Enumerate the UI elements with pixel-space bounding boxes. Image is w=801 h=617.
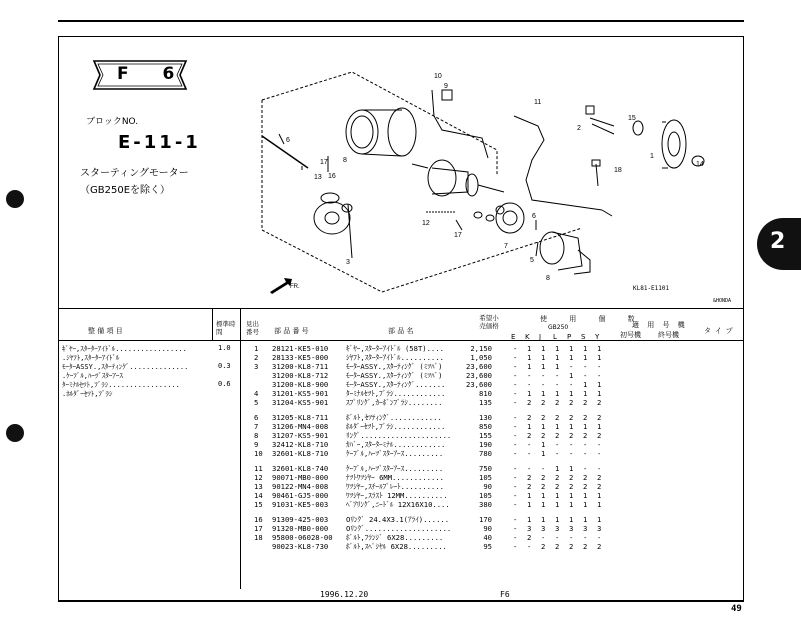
row-part-number: 91031-KE5-003 — [272, 500, 329, 509]
row-price: 135 — [479, 398, 492, 407]
std-row-item: .ｹｰﾌﾞﾙ,ﾊｰﾂﾞｽﾀｰｱｰｽ — [62, 372, 123, 380]
row-qty: 1 — [541, 422, 546, 431]
bottom-rule — [58, 600, 744, 602]
row-part-number: 31206-MN4-008 — [272, 422, 329, 431]
row-part-number: 31204-KS5-901 — [272, 398, 329, 407]
row-part-name: ﾀｰﾐﾅﾙｾﾂﾄ,ﾌﾞﾗｼ............ — [346, 389, 446, 398]
row-price: 810 — [479, 389, 492, 398]
row-qty: - — [513, 491, 518, 500]
row-qty: - — [527, 380, 532, 389]
row-qty: - — [513, 515, 518, 524]
std-row-item: ｷﾞﾔｰ,ｽﾀｰﾀｰｱｲﾄﾞﾙ................. — [62, 345, 187, 353]
callout-12: 12 — [422, 220, 430, 227]
front-arrow-icon — [270, 278, 300, 294]
row-qty: - — [513, 533, 518, 542]
row-price: 190 — [479, 440, 492, 449]
row-qty: 2 — [583, 473, 588, 482]
row-qty: 1 — [555, 422, 560, 431]
row-qty: - — [541, 371, 546, 380]
row-qty: - — [555, 380, 560, 389]
row-price: 750 — [479, 464, 492, 473]
row-price: 1,050 — [470, 353, 492, 362]
page-number: 49 — [731, 604, 742, 614]
row-qty: - — [527, 464, 532, 473]
row-qty: - — [527, 542, 532, 551]
row-qty: 1 — [569, 500, 574, 509]
callout-17: 17 — [454, 232, 462, 239]
row-qty: 1 — [583, 344, 588, 353]
row-qty: 1 — [527, 422, 532, 431]
row-part-name: ﾎﾞﾙﾄ,ｾﾂﾃｨﾝｸﾞ............ — [346, 413, 442, 422]
row-qty: 1 — [555, 491, 560, 500]
row-part-number: 32601-KL8-740 — [272, 464, 329, 473]
row-qty: 3 — [569, 524, 574, 533]
callout-14: 14 — [696, 161, 704, 168]
variant-label: Y — [595, 333, 600, 341]
row-qty: - — [555, 371, 560, 380]
parts-header-ref: 見出番号 — [246, 320, 259, 336]
row-qty: 2 — [597, 398, 602, 407]
callout-6: 6 — [532, 213, 536, 220]
callout-8: 8 — [343, 157, 347, 164]
row-qty: 2 — [569, 473, 574, 482]
row-qty: - — [597, 449, 602, 458]
row-qty: - — [513, 398, 518, 407]
row-part-name: ﾓｰﾀｰASSY.,ｽﾀｰﾃｨﾝｸﾞ....... — [346, 380, 446, 389]
row-qty: 1 — [527, 344, 532, 353]
row-qty: 1 — [583, 515, 588, 524]
row-price: 2,150 — [470, 344, 492, 353]
row-qty: - — [583, 362, 588, 371]
row-part-name: ｼﾔﾌﾄ,ｽﾀｰﾀｰｱｲﾄﾞﾙ.......... — [346, 353, 444, 362]
row-qty: 2 — [569, 431, 574, 440]
row-price: 780 — [479, 449, 492, 458]
row-qty: 2 — [527, 482, 532, 491]
row-qty: 1 — [555, 389, 560, 398]
row-qty: 2 — [597, 473, 602, 482]
row-qty: - — [513, 371, 518, 380]
row-part-number: 28133-KE5-000 — [272, 353, 329, 362]
row-qty: - — [583, 449, 588, 458]
row-qty: - — [527, 449, 532, 458]
parts-header-price: 希望小売価格 — [479, 314, 499, 330]
row-qty: - — [583, 440, 588, 449]
row-qty: 2 — [583, 413, 588, 422]
row-qty: 2 — [555, 542, 560, 551]
callout-15: 15 — [628, 115, 636, 122]
std-header-time: 標準時間 — [216, 320, 236, 336]
row-part-name: ﾓｰﾀｰASSY.,ｽﾀｰﾃｨﾝｸﾞ (ﾐﾂﾊﾞ) — [346, 362, 443, 371]
row-qty: - — [597, 440, 602, 449]
row-qty: - — [513, 524, 518, 533]
callout-18: 18 — [614, 167, 622, 174]
row-qty: 2 — [527, 473, 532, 482]
row-part-number: 91309-425-003 — [272, 515, 329, 524]
row-part-number: 31200-KL8-711 — [272, 362, 329, 371]
row-qty: 2 — [569, 482, 574, 491]
row-qty: 1 — [569, 353, 574, 362]
row-qty: - — [527, 440, 532, 449]
row-qty: 2 — [555, 431, 560, 440]
parts-header-partno: 部 品 番 号 — [274, 327, 309, 335]
row-qty: 2 — [541, 473, 546, 482]
row-qty: 3 — [583, 524, 588, 533]
col-divider — [240, 309, 241, 589]
callout-11: 11 — [534, 99, 542, 106]
row-qty: - — [513, 500, 518, 509]
row-part-name: ﾎﾞﾙﾄ,ﾌﾗﾝｼﾞ 6X28......... — [346, 533, 444, 542]
issue-date: 1996.12.20 — [320, 590, 369, 599]
row-part-number: 31200-KL8-712 — [272, 371, 329, 380]
row-qty: 1 — [541, 449, 546, 458]
row-part-name: ﾅﾂﾄﾜﾂｼﾔｰ 6MM............ — [346, 473, 444, 482]
row-qty: 1 — [527, 500, 532, 509]
row-qty: - — [597, 362, 602, 371]
row-qty: - — [541, 464, 546, 473]
variant-label: J — [539, 333, 542, 341]
row-qty: - — [569, 533, 574, 542]
variant-label: P — [567, 333, 572, 341]
row-qty: 1 — [541, 515, 546, 524]
page-subtitle: （GB250Eを除く） — [80, 185, 171, 196]
row-qty: - — [555, 533, 560, 542]
callout-8: 8 — [546, 275, 550, 282]
row-ref: 5 — [254, 398, 259, 407]
section-divider — [58, 308, 744, 309]
parts-header-app-to: 終号機 — [658, 331, 679, 339]
row-qty: 3 — [597, 524, 602, 533]
row-qty: 1 — [527, 389, 532, 398]
row-qty: 1 — [555, 362, 560, 371]
row-qty: 1 — [583, 353, 588, 362]
row-ref: 6 — [254, 413, 259, 422]
variant-label: L — [553, 333, 557, 341]
row-qty: 2 — [527, 431, 532, 440]
row-ref: 15 — [254, 500, 263, 509]
row-part-number: 32601-KL8-710 — [272, 449, 329, 458]
row-qty: - — [513, 389, 518, 398]
row-qty: - — [569, 440, 574, 449]
row-price: 23,600 — [466, 362, 492, 371]
row-qty: 1 — [527, 515, 532, 524]
row-price: 105 — [479, 473, 492, 482]
row-qty: 1 — [541, 344, 546, 353]
row-qty: 1 — [583, 389, 588, 398]
row-ref: 9 — [254, 440, 259, 449]
row-part-name: ﾓｰﾀｰASSY.,ｽﾀｰﾃｨﾝｸﾞ (ﾐﾂﾊﾞ) — [346, 371, 443, 380]
row-qty: 1 — [597, 389, 602, 398]
std-row-item: .ﾎﾙﾀﾞｰｾﾂﾄ,ﾌﾞﾗｼ — [62, 390, 113, 398]
std-header-item: 整 備 項 目 — [88, 327, 123, 335]
figure-code: F 6 — [117, 64, 189, 84]
row-qty: 2 — [569, 413, 574, 422]
row-part-name: ｷﾞﾔｰ,ｽﾀｰﾀｰｱｲﾄﾞﾙ (58T).... — [346, 344, 444, 353]
row-part-name: ﾘﾝｸﾞ..................... — [346, 431, 452, 440]
row-qty: 1 — [541, 353, 546, 362]
row-price: 155 — [479, 431, 492, 440]
row-qty: - — [513, 413, 518, 422]
row-qty: 1 — [555, 353, 560, 362]
row-qty: - — [569, 380, 574, 389]
row-qty: - — [583, 371, 588, 380]
row-qty: - — [597, 371, 602, 380]
row-qty: 1 — [555, 344, 560, 353]
row-qty: - — [513, 362, 518, 371]
row-qty: 1 — [555, 515, 560, 524]
row-qty: 2 — [527, 398, 532, 407]
callout-9: 9 — [444, 83, 448, 90]
row-qty: 1 — [597, 344, 602, 353]
parts-header-name: 部 品 名 — [388, 327, 414, 335]
row-price: 23,600 — [466, 380, 492, 389]
row-qty: 3 — [527, 524, 532, 533]
row-qty: - — [555, 440, 560, 449]
row-qty: 1 — [569, 371, 574, 380]
row-qty: 1 — [583, 380, 588, 389]
row-qty: 2 — [597, 431, 602, 440]
std-row-item: ﾓｰﾀｰASSY.,ｽﾀｰﾃｨﾝｸﾞ.............. — [62, 363, 189, 371]
row-qty: - — [513, 449, 518, 458]
row-part-name: ｹｰﾌﾞﾙ,ﾊｰﾂﾞｽﾀｰｱｰｽ......... — [346, 464, 444, 473]
exploded-parts-diagram — [242, 60, 742, 308]
row-part-name: Oﾘﾝｸﾞ 24.4X3.1(ｱﾗｲ)...... — [346, 515, 450, 524]
row-qty: - — [513, 422, 518, 431]
row-part-name: ｽﾌﾟﾘﾝｸﾞ,ｶｰﾎﾞﾝﾌﾞﾗｼ........ — [346, 398, 443, 407]
row-part-name: ﾍﾞｱﾘﾝｸﾞ,ﾆｰﾄﾞﾙ 12X16X10.... — [346, 500, 450, 509]
section-tab-label: 2 — [770, 229, 786, 254]
callout-17: 17 — [320, 159, 328, 166]
row-ref: 2 — [254, 353, 259, 362]
row-part-number: 90122-MN4-008 — [272, 482, 329, 491]
row-qty: 1 — [597, 380, 602, 389]
row-part-number: 28121-KE5-010 — [272, 344, 329, 353]
row-qty: 1 — [569, 422, 574, 431]
row-price: 90 — [483, 524, 492, 533]
variant-label: K — [525, 333, 530, 341]
row-price: 850 — [479, 422, 492, 431]
std-row-time: 0.6 — [218, 380, 231, 388]
diagram-figure-code: KL81-E1101 — [633, 285, 670, 292]
row-price: 380 — [479, 500, 492, 509]
callout-16: 16 — [328, 173, 336, 180]
row-qty: 2 — [527, 533, 532, 542]
row-qty: 3 — [555, 524, 560, 533]
row-qty: - — [513, 542, 518, 551]
row-qty: 1 — [541, 362, 546, 371]
row-qty: 1 — [569, 515, 574, 524]
row-ref: 16 — [254, 515, 263, 524]
row-price: 90 — [483, 482, 492, 491]
row-qty: 2 — [541, 542, 546, 551]
row-part-number: 90461-GJ5-000 — [272, 491, 329, 500]
parts-header-type: タイプ — [704, 327, 737, 335]
row-qty: 1 — [541, 389, 546, 398]
callout-6: 6 — [286, 137, 290, 144]
row-qty: - — [597, 464, 602, 473]
row-part-name: Oﾘﾝｸﾞ.................... — [346, 524, 452, 533]
row-qty: 2 — [555, 473, 560, 482]
row-qty: 2 — [555, 398, 560, 407]
row-qty: - — [583, 533, 588, 542]
row-qty: - — [513, 344, 518, 353]
binder-hole-icon — [6, 190, 24, 208]
std-row-item: ﾀｰﾐﾅﾙｾﾂﾄ,ﾌﾞﾗｼ................. — [62, 381, 180, 389]
row-qty: 1 — [541, 491, 546, 500]
row-part-name: ﾜﾂｼﾔｰ,ｽﾗｽﾄ 12MM.......... — [346, 491, 448, 500]
row-ref: 18 — [254, 533, 263, 542]
row-qty: 3 — [541, 524, 546, 533]
row-qty: 1 — [569, 464, 574, 473]
callout-5: 5 — [530, 257, 534, 264]
maker-mark: &HONDA — [713, 298, 732, 304]
callout-10: 10 — [434, 73, 442, 80]
row-price: 23,600 — [466, 371, 492, 380]
row-qty: 1 — [541, 440, 546, 449]
row-qty: 2 — [583, 542, 588, 551]
variant-label: E — [511, 333, 516, 341]
row-qty: 1 — [597, 515, 602, 524]
row-qty: 2 — [569, 398, 574, 407]
row-ref: 7 — [254, 422, 259, 431]
row-qty: 1 — [527, 353, 532, 362]
row-qty: 2 — [569, 542, 574, 551]
callout-3: 3 — [346, 259, 350, 266]
row-part-name: ｶﾊﾞｰ,ｽﾀｰﾀｰﾐﾅﾙ............ — [346, 440, 446, 449]
row-qty: 2 — [583, 398, 588, 407]
row-price: 130 — [479, 413, 492, 422]
row-qty: - — [569, 449, 574, 458]
row-qty: 1 — [555, 500, 560, 509]
binder-hole-icon — [6, 424, 24, 442]
row-qty: - — [555, 449, 560, 458]
row-part-number: 90023-KL8-730 — [272, 542, 329, 551]
row-price: 105 — [479, 491, 492, 500]
row-part-name: ﾜﾂｼﾔｰ,ｽﾁｰﾙﾌﾟﾚｰﾄ.......... — [346, 482, 444, 491]
row-qty: 1 — [569, 389, 574, 398]
col-divider — [212, 309, 213, 340]
row-ref: 1 — [254, 344, 259, 353]
std-row-item: .ｼﾔﾌﾄ,ｽﾀｰﾀｰｱｲﾄﾞﾙ — [62, 354, 120, 362]
row-qty: - — [513, 440, 518, 449]
page-title: スターティングモーター — [80, 168, 189, 179]
std-row-time: 1.0 — [218, 344, 231, 352]
row-part-number: 31207-KS5-901 — [272, 431, 329, 440]
row-qty: - — [513, 380, 518, 389]
top-rule — [58, 20, 744, 22]
front-arrow-label: FR. — [290, 284, 300, 290]
row-price: 170 — [479, 515, 492, 524]
row-qty: 2 — [597, 542, 602, 551]
row-part-number: 32412-KL8-710 — [272, 440, 329, 449]
row-qty: - — [513, 464, 518, 473]
row-qty: 1 — [555, 464, 560, 473]
row-ref: 3 — [254, 362, 259, 371]
row-ref: 8 — [254, 431, 259, 440]
callout-1: 1 — [650, 153, 654, 160]
row-qty: 1 — [569, 344, 574, 353]
row-qty: 1 — [583, 422, 588, 431]
row-ref: 13 — [254, 482, 263, 491]
parts-header-app-from: 初号機 — [620, 331, 641, 339]
row-part-number: 31205-KL8-711 — [272, 413, 329, 422]
row-ref: 17 — [254, 524, 263, 533]
row-part-name: ｹｰﾌﾞﾙ,ﾊｰﾂﾞｽﾀｰｱｰｽ......... — [346, 449, 444, 458]
row-part-number: 95800-06028-00 — [272, 533, 333, 542]
row-qty: 1 — [597, 353, 602, 362]
row-part-number: 90071-MB0-000 — [272, 473, 329, 482]
row-qty: 2 — [583, 431, 588, 440]
row-qty: 1 — [541, 500, 546, 509]
row-qty: 2 — [583, 482, 588, 491]
callout-13: 13 — [314, 174, 322, 181]
row-qty: - — [513, 473, 518, 482]
row-qty: 1 — [583, 500, 588, 509]
table-header-rule — [58, 340, 744, 341]
row-qty: 2 — [597, 413, 602, 422]
parts-header-qty: 使 用 個 数 — [540, 315, 645, 323]
row-qty: 1 — [597, 500, 602, 509]
row-ref: 11 — [254, 464, 263, 473]
row-price: 95 — [483, 542, 492, 551]
parts-header-model: GB250 — [548, 324, 569, 331]
row-part-number: 31201-KS5-901 — [272, 389, 329, 398]
row-qty: 2 — [527, 413, 532, 422]
row-qty: - — [513, 482, 518, 491]
row-qty: 2 — [555, 413, 560, 422]
row-qty: 2 — [555, 482, 560, 491]
row-qty: - — [583, 464, 588, 473]
block-label: ブロックNO. — [86, 117, 139, 127]
row-qty: - — [569, 362, 574, 371]
row-qty: - — [513, 431, 518, 440]
row-qty: 2 — [597, 482, 602, 491]
row-qty: 1 — [569, 491, 574, 500]
figure-reference: F6 — [500, 590, 510, 599]
row-part-number: 31200-KL8-900 — [272, 380, 329, 389]
row-qty: 2 — [541, 413, 546, 422]
row-part-name: ﾎﾞﾙﾄ,ｽﾍﾟｼﾔﾙ 6X28......... — [346, 542, 447, 551]
std-row-time: 0.3 — [218, 362, 231, 370]
callout-2: 2 — [577, 125, 581, 132]
row-ref: 10 — [254, 449, 263, 458]
row-price: 40 — [483, 533, 492, 542]
row-part-name: ﾎﾙﾀﾞｰｾﾂﾄ,ﾌﾞﾗｼ............ — [346, 422, 446, 431]
row-ref: 14 — [254, 491, 263, 500]
row-ref: 12 — [254, 473, 263, 482]
row-qty: 1 — [597, 422, 602, 431]
row-qty: - — [527, 371, 532, 380]
row-qty: 1 — [527, 362, 532, 371]
row-qty: - — [541, 380, 546, 389]
row-qty: - — [541, 533, 546, 542]
variant-label: S — [581, 333, 586, 341]
row-qty: 2 — [541, 431, 546, 440]
row-qty: 2 — [541, 482, 546, 491]
row-qty: - — [597, 533, 602, 542]
row-part-number: 91320-MB0-000 — [272, 524, 329, 533]
block-code: E-11-1 — [118, 132, 201, 153]
parts-header-application: 適 用 号 機 — [632, 321, 688, 329]
row-ref: 4 — [254, 389, 259, 398]
row-qty: 1 — [527, 491, 532, 500]
row-qty: 2 — [541, 398, 546, 407]
callout-7: 7 — [504, 243, 508, 250]
row-qty: 1 — [583, 491, 588, 500]
row-qty: 1 — [597, 491, 602, 500]
row-qty: - — [513, 353, 518, 362]
